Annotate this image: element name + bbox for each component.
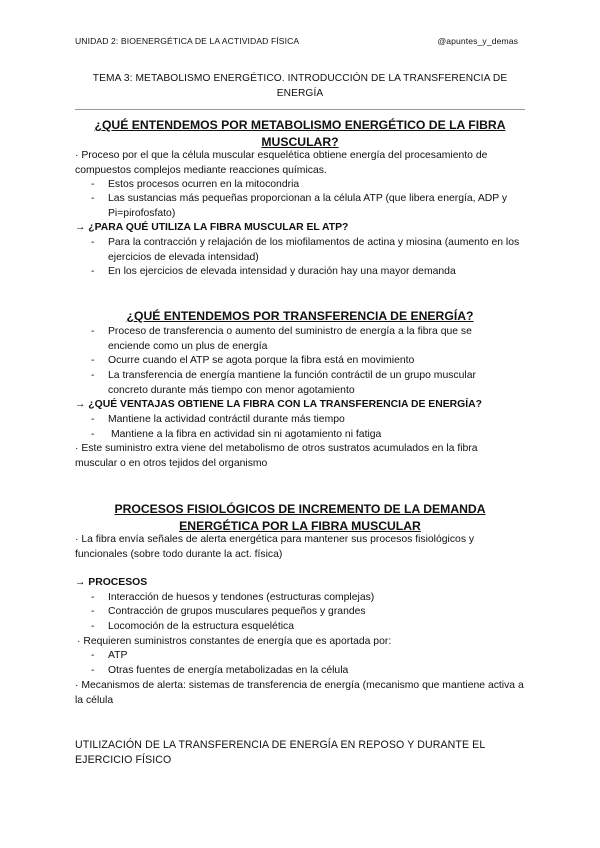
list-item bbox=[91, 192, 520, 221]
section-title-metabolism: ¿QUÉ ENTENDEMOS POR METABOLISMO ENERGÉTICO DE LA FIBRA MUSCULAR? bbox=[94, 118, 506, 149]
dash-bullet: - bbox=[91, 266, 95, 277]
list-item-text: En los ejercicios de elevada intensidad y duración hay una mayor demanda bbox=[108, 266, 456, 277]
list-item-text: La transferencia de energía mantiene la función contráctil de un grupo muscular concreto durante más tiempo con menor agotamiento bbox=[108, 370, 476, 396]
list-item-text: ATP bbox=[108, 650, 128, 661]
requirements-text: · Requieren suministros constantes de energía que es aportada por: bbox=[77, 636, 392, 647]
dash-bullet: - bbox=[91, 606, 95, 617]
dash-bullet: - bbox=[91, 665, 95, 676]
section-title-transfer: ¿QUÉ ENTENDEMOS POR TRANSFERENCIA DE ENERGÍA? bbox=[126, 309, 474, 323]
topic-title: TEMA 3: METABOLISMO ENERGÉTICO. INTRODUCCIÓN DE LA TRANSFERENCIA DE ENERGÍA bbox=[92, 73, 508, 99]
dash-bullet: - bbox=[91, 429, 95, 440]
list-item bbox=[91, 591, 525, 606]
dash-bullet: - bbox=[91, 237, 95, 248]
list-item-text: Interacción de huesos y tendones (estructuras complejas) bbox=[108, 592, 375, 603]
dash-bullet: - bbox=[91, 650, 95, 661]
section-title-usage: UTILIZACIÓN DE LA TRANSFERENCIA DE ENERGÍA EN REPOSO Y DURANTE EL EJERCICIO FÍSICO bbox=[75, 739, 485, 766]
author-handle: @apuntes_y_demas bbox=[437, 36, 518, 46]
list-item bbox=[91, 428, 525, 443]
list-item bbox=[91, 605, 525, 620]
section-title-processes: PROCESOS FISIOLÓGICOS DE INCREMENTO DE LA DEMANDA ENERGÉTICA POR LA FIBRA MUSCULAR bbox=[114, 502, 486, 533]
list-item-text: Locomoción de la estructura esquelética bbox=[108, 621, 294, 632]
dash-bullet: - bbox=[91, 414, 95, 425]
dash-bullet: - bbox=[91, 621, 95, 632]
list-item bbox=[91, 354, 525, 369]
list-item-text: Ocurre cuando el ATP se agota porque la fibra está en movimiento bbox=[108, 355, 415, 366]
dash-bullet: - bbox=[91, 179, 95, 190]
list-item bbox=[91, 664, 525, 679]
list-item-text: Para la contracción y relajación de los miofilamentos de actina y miosina (aumento en los ejercicios de elevada intensidad) bbox=[108, 237, 520, 263]
dash-bullet: - bbox=[91, 370, 95, 381]
list-item-text: Mantiene a la fibra en actividad sin ni agotamiento ni fatiga bbox=[111, 429, 382, 440]
list-item bbox=[91, 325, 513, 354]
list-item bbox=[91, 369, 518, 398]
list-item bbox=[91, 178, 525, 193]
supply-note: · Este suministro extra viene del metabolismo de otros sustratos acumulados en la fibra muscular o en otros tejidos del organismo bbox=[75, 443, 478, 469]
alert-mechanisms-text: · Mecanismos de alerta: sistemas de transferencia de energía (mecanismo que mantiene activa a la célula bbox=[75, 680, 524, 706]
list-item-text: Mantiene la actividad contráctil durante más tiempo bbox=[108, 414, 345, 425]
divider bbox=[75, 109, 525, 110]
dash-bullet: - bbox=[91, 592, 95, 603]
list-item bbox=[91, 649, 525, 664]
question-advantages: → ¿QUÉ VENTAJAS OBTIENE LA FIBRA CON LA TRANSFERENCIA DE ENERGÍA? bbox=[75, 399, 482, 410]
list-item bbox=[91, 620, 525, 635]
list-item-text: Estos procesos ocurren en la mitocondria bbox=[108, 179, 300, 190]
dash-bullet: - bbox=[91, 193, 95, 204]
list-item bbox=[91, 265, 525, 280]
list-item-text: Contracción de grupos musculares pequeños y grandes bbox=[108, 606, 366, 617]
list-item-text: Las sustancias más pequeñas proporcionan a la célula ATP (que libera energía, ADP y Pi=pirofosfato) bbox=[108, 193, 508, 219]
list-item bbox=[91, 236, 523, 265]
question-atp: → ¿PARA QUÉ UTILIZA LA FIBRA MUSCULAR EL ATP? bbox=[75, 222, 349, 233]
list-item bbox=[91, 413, 525, 428]
processes-label: → PROCESOS bbox=[75, 577, 148, 588]
unit-header: UNIDAD 2: BIOENERGÉTICA DE LA ACTIVIDAD FÍSICA bbox=[75, 36, 300, 46]
list-item-text: Otras fuentes de energía metabolizadas en la célula bbox=[108, 665, 349, 676]
alert-signals-text: · La fibra envía señales de alerta energética para mantener sus procesos fisiológicos y funcionales (sobre todo durante la act. física) bbox=[75, 534, 475, 560]
dash-bullet: - bbox=[91, 355, 95, 366]
dash-bullet: - bbox=[91, 326, 95, 337]
metabolism-definition: · Proceso por el que la célula muscular esquelética obtiene energía del procesamiento de compuestos complejos mediante reacciones químicas. bbox=[75, 150, 488, 176]
list-item-text: Proceso de transferencia o aumento del suministro de energía a la fibra que se enciende como un plus de energía bbox=[108, 326, 472, 352]
